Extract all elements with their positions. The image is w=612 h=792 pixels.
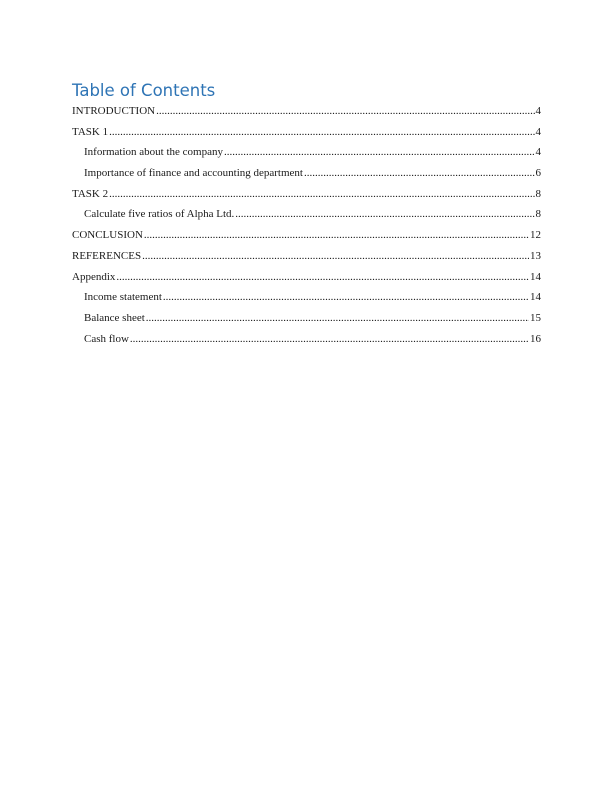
toc-entry-calculate-five-ratios[interactable] xyxy=(72,204,541,225)
toc-page-number: 6 xyxy=(535,167,541,180)
toc-entry-label: Cash flow xyxy=(84,332,129,345)
toc-page-number: 12 xyxy=(530,229,541,242)
toc-entry-label: CONCLUSION xyxy=(72,229,143,242)
toc-dot-leader xyxy=(109,122,534,143)
toc-entry-label: TASK 2 xyxy=(72,187,109,200)
toc-dot-leader xyxy=(130,329,529,350)
toc-entry-label: REFERENCES xyxy=(72,249,142,262)
toc-page-number: 8 xyxy=(535,208,541,221)
toc-entry-task-2[interactable] xyxy=(72,184,541,205)
toc-entry-introduction[interactable] xyxy=(72,101,541,122)
toc-entry-information-about-company[interactable] xyxy=(72,142,541,163)
toc-entry-conclusion[interactable] xyxy=(72,225,541,246)
toc-entry-label: Calculate five ratios of Alpha Ltd. xyxy=(84,208,235,221)
toc-page-number: 4 xyxy=(535,146,541,159)
toc-entry-label: TASK 1 xyxy=(72,125,109,138)
toc-entry-label: Information about the company xyxy=(84,146,223,159)
toc-page-number: 14 xyxy=(530,291,541,304)
toc-dot-leader xyxy=(235,204,534,225)
toc-entry-label: Appendix xyxy=(72,270,116,283)
toc-entry-importance-of-finance[interactable] xyxy=(72,163,541,184)
toc-dot-leader xyxy=(144,225,529,246)
toc-dot-leader xyxy=(224,142,535,163)
toc-entry-label: Importance of finance and accounting department xyxy=(84,167,303,180)
toc-dot-leader xyxy=(156,101,534,122)
toc-dot-leader xyxy=(304,163,535,184)
toc-dot-leader xyxy=(142,246,529,267)
toc-entry-balance-sheet[interactable] xyxy=(72,308,541,329)
toc-entry-cash-flow[interactable] xyxy=(72,329,541,350)
toc-page-number: 4 xyxy=(535,105,541,117)
toc-entry-label: Income statement xyxy=(84,291,162,304)
toc-dot-leader xyxy=(109,184,534,205)
toc-heading: Table of Contents xyxy=(72,81,216,100)
toc-dot-leader xyxy=(146,308,529,329)
toc-page-number: 15 xyxy=(530,311,541,324)
toc-page-number: 16 xyxy=(530,332,541,345)
toc-entry-references[interactable] xyxy=(72,246,541,267)
toc-dot-leader xyxy=(116,267,529,288)
toc-page-number: 13 xyxy=(530,249,541,262)
toc-page-number: 8 xyxy=(535,187,541,200)
toc-entry-label: INTRODUCTION xyxy=(72,105,156,117)
toc-entry-appendix[interactable] xyxy=(72,267,541,288)
toc-page-number: 14 xyxy=(530,270,541,283)
toc-entry-label: Balance sheet xyxy=(84,311,145,324)
toc-dot-leader xyxy=(163,287,529,308)
toc-entry-task-1[interactable] xyxy=(72,122,541,143)
toc-page-number: 4 xyxy=(535,125,541,138)
toc-list xyxy=(72,101,541,349)
toc-entry-income-statement[interactable] xyxy=(72,287,541,308)
